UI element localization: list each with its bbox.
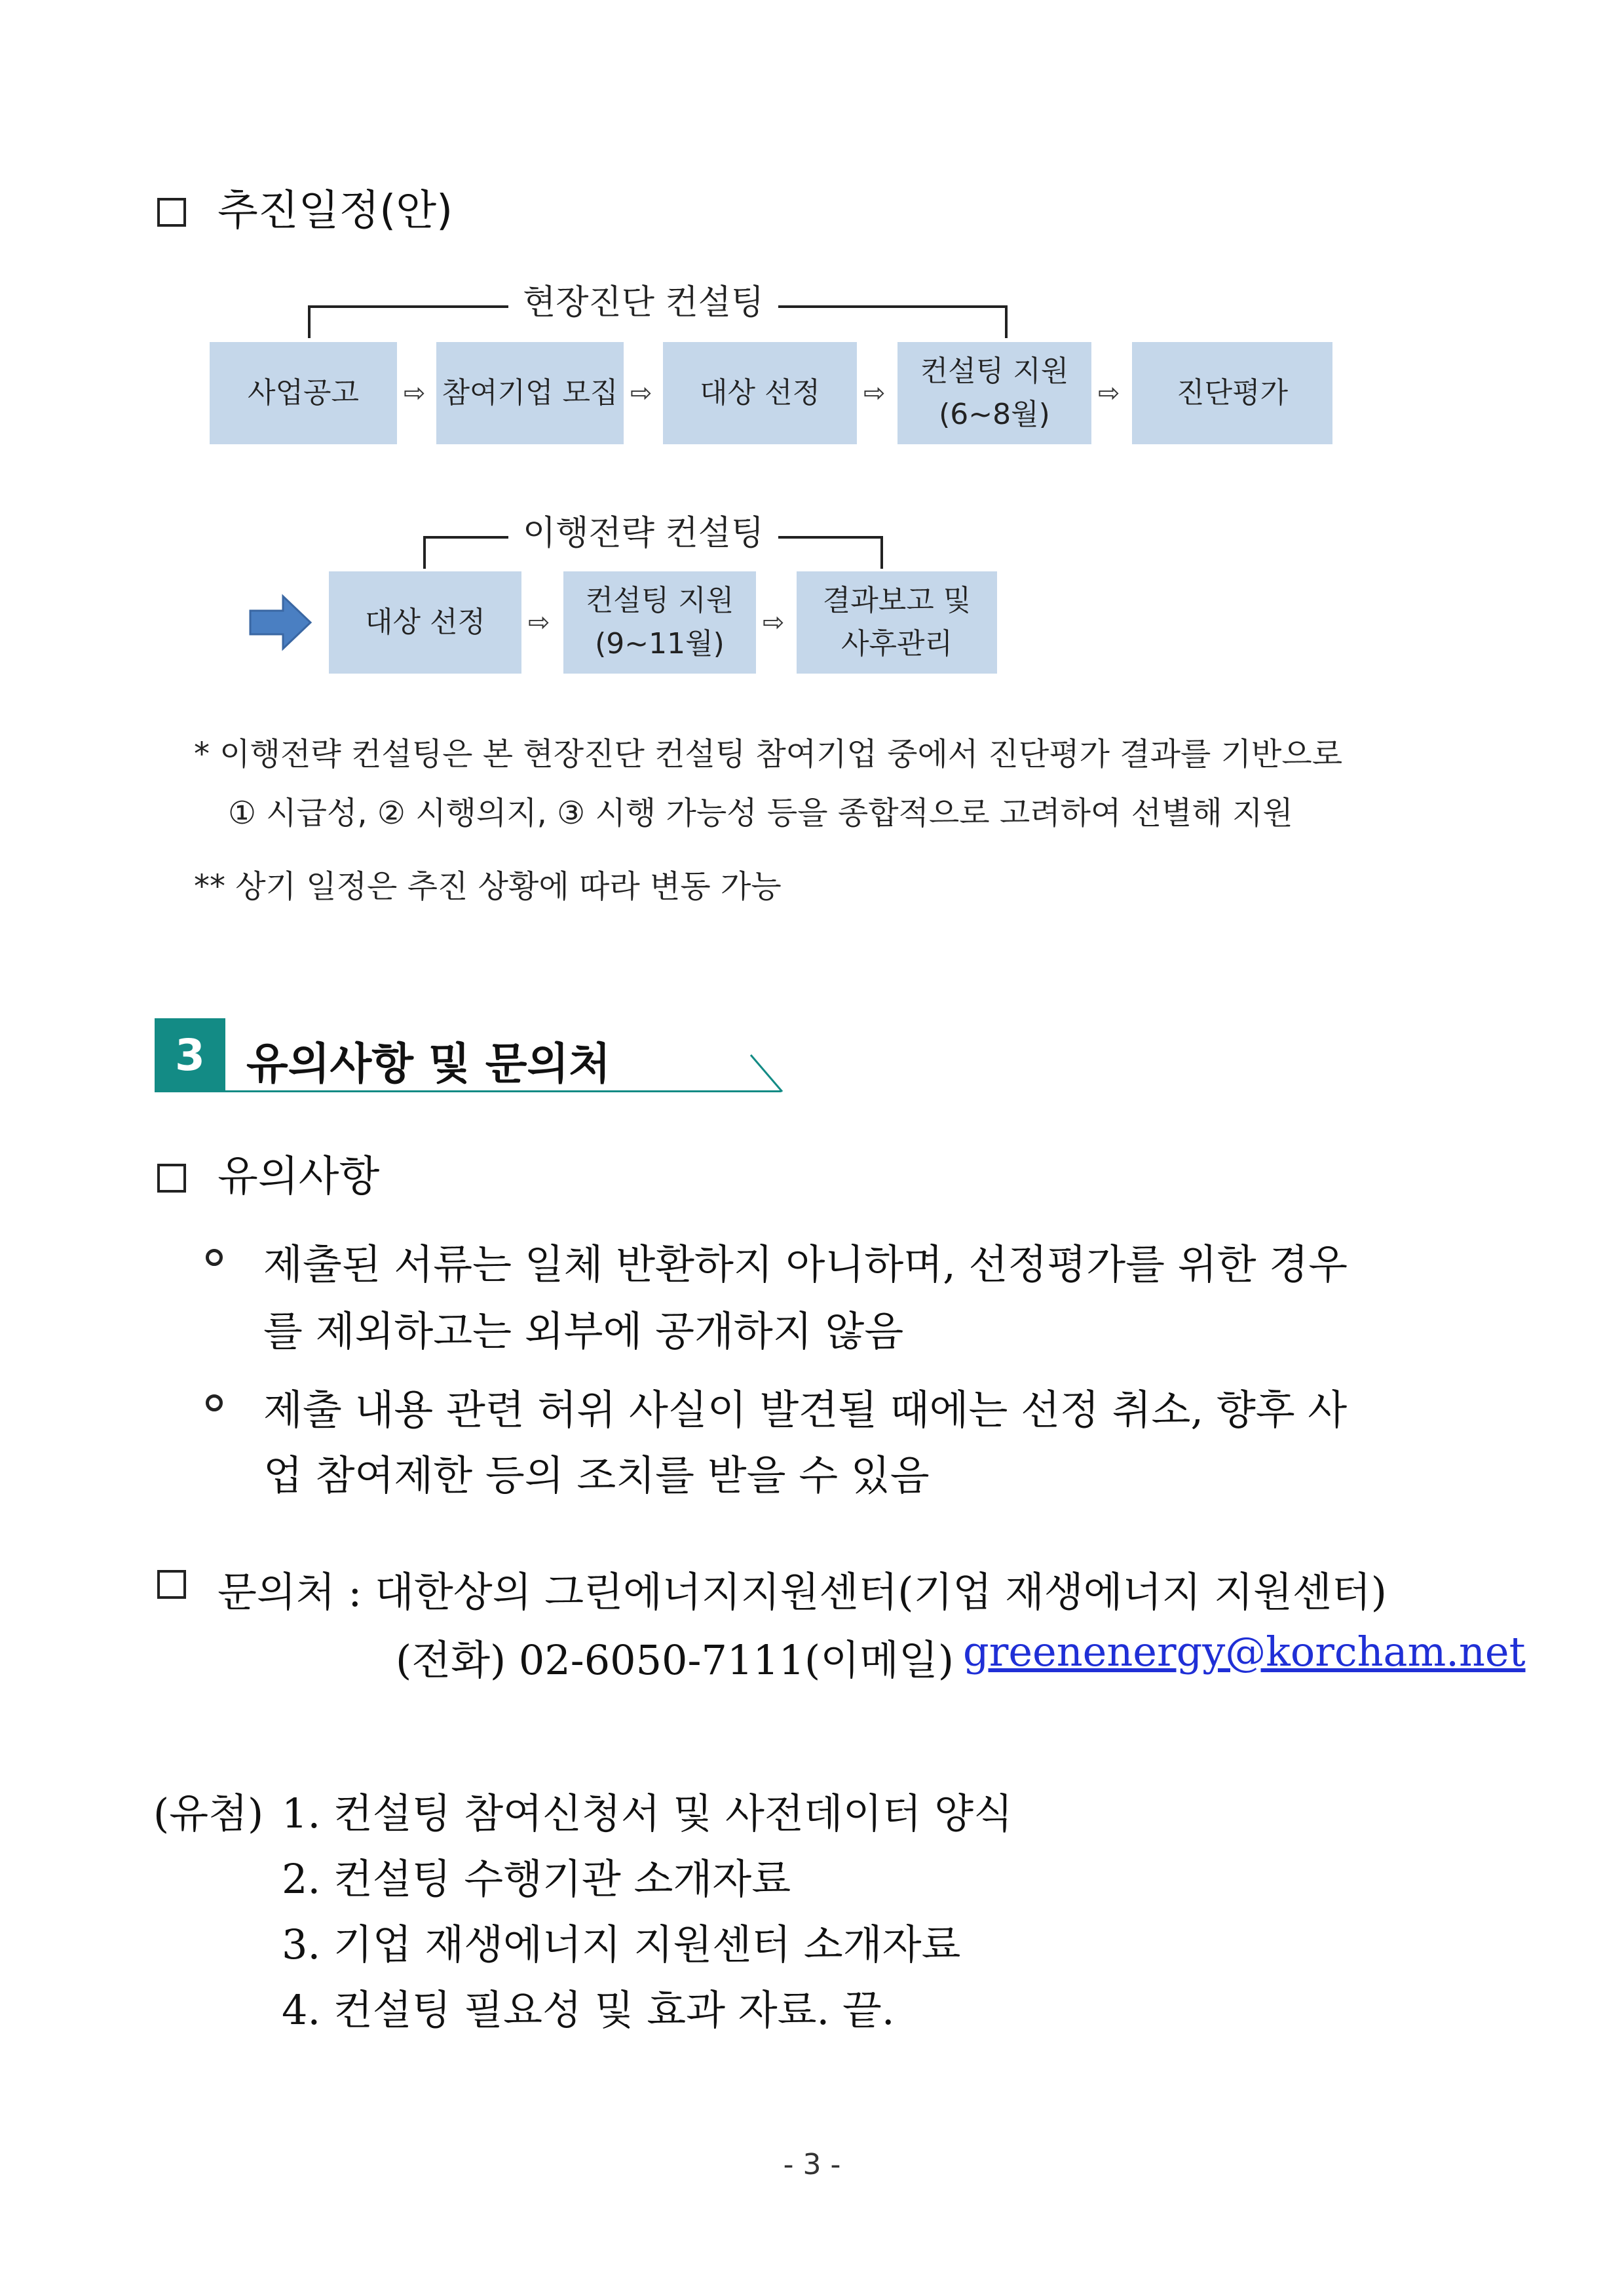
step-consulting-period: (6~8월): [939, 398, 1050, 431]
schedule-note-2: ① 시급성, ② 시행의지, ③ 시행 가능성 등을 종합적으로 고려하여 선별해 지원: [228, 795, 1293, 832]
contact-phone: (전화) 02-6050-7111: [396, 1636, 805, 1684]
step2-report-sub: 사후관리: [840, 627, 953, 660]
cautions-checkbox: [157, 1164, 186, 1193]
arrow-icon: ⇨: [528, 607, 550, 638]
attachment-item-2: 2. 컨설팅 수행기관 소개자료: [282, 1855, 791, 1903]
attachment-item-4: 4. 컨설팅 필요성 및 효과 자료. 끝.: [282, 1986, 895, 2034]
step2-selection: [329, 571, 521, 674]
caution-1-line2: 를 제외하고는 외부에 공개하지 않음: [263, 1307, 904, 1355]
step2-selection-label: 대상 선정: [364, 605, 485, 639]
cautions-heading: 유의사항: [217, 1153, 380, 1201]
caution-2-line1: 제출 내용 관련 허위 사실이 발견될 때에는 선정 취소, 향후 사: [263, 1386, 1348, 1434]
row1-bracket-label: 현장진단 컨설팅: [508, 286, 778, 320]
step-consulting-label: 컨설팅 지원: [920, 354, 1069, 388]
caution-1-line1-text: 제출된 서류는 일체 반환하지 아니하며, 선정평가를 위한 경우: [263, 1240, 1348, 1288]
contact-label: 문의처 : 대한상의 그린에너지지원센터(기업 재생에너지 지원센터): [217, 1568, 1387, 1616]
schedule-note-3: ** 상기 일정은 추진 상황에 따라 변동 가능: [194, 868, 782, 905]
arrow-icon: ⇨: [404, 378, 426, 408]
step-evaluation: [1132, 342, 1332, 444]
section-number: 3: [175, 1029, 205, 1081]
contact-email-link[interactable]: greenenergy@korcham.net: [963, 1628, 1526, 1675]
step2-consulting: [563, 571, 756, 674]
step-selection: [663, 342, 857, 444]
page-number: - 3 -: [783, 2148, 841, 2181]
step-recruit: [436, 342, 624, 444]
step2-report-label: 결과보고 및: [822, 584, 972, 617]
bullet-icon: [206, 1394, 223, 1411]
caution-1-line1: [263, 1232, 1482, 1290]
section-title: 유의사항 및 문의처: [246, 1039, 611, 1089]
contact-checkbox: [157, 1570, 186, 1599]
attachment-item-3: 3. 기업 재생에너지 지원센터 소개자료: [282, 1921, 961, 1968]
arrow-icon: ⇨: [763, 607, 785, 638]
schedule-checkbox: [157, 198, 186, 227]
step-announcement: [210, 342, 397, 444]
step-announcement-label: 사업공고: [247, 376, 359, 410]
arrow-icon: ⇨: [1098, 378, 1120, 408]
contact-email-label: (이메일): [804, 1636, 954, 1684]
step-recruit-label: 참여기업 모집: [442, 376, 618, 410]
step2-consulting-label: 컨설팅 지원: [585, 584, 734, 617]
section-underline-tick: [748, 1052, 787, 1093]
step-evaluation-label: 진단평가: [1176, 376, 1288, 410]
section-number-badge: [155, 1018, 225, 1092]
step2-report: [797, 571, 997, 674]
section-underline: [155, 1090, 781, 1092]
arrow-icon: ⇨: [630, 378, 652, 408]
schedule-heading: 추진일정(안): [217, 187, 453, 235]
bullet-icon: [206, 1249, 223, 1266]
schedule-note-1: * 이행전략 컨설팅은 본 현장진단 컨설팅 참여기업 중에서 진단평가 결과를 기반으로: [194, 736, 1343, 773]
row2-bracket-label: 이행전략 컨설팅: [508, 516, 778, 550]
arrow-icon: ⇨: [863, 378, 886, 408]
step-selection-label: 대상 선정: [699, 376, 820, 410]
step-consulting: [897, 342, 1091, 444]
attachments-label: (유첨): [153, 1789, 264, 1837]
attachment-item-1: 1. 컨설팅 참여신청서 및 사전데이터 양식: [282, 1789, 1013, 1837]
step2-consulting-period: (9~11월): [595, 627, 725, 660]
big-right-arrow-icon: [249, 594, 313, 651]
caution-2-line2: 업 참여제한 등의 조치를 받을 수 있음: [263, 1451, 930, 1499]
